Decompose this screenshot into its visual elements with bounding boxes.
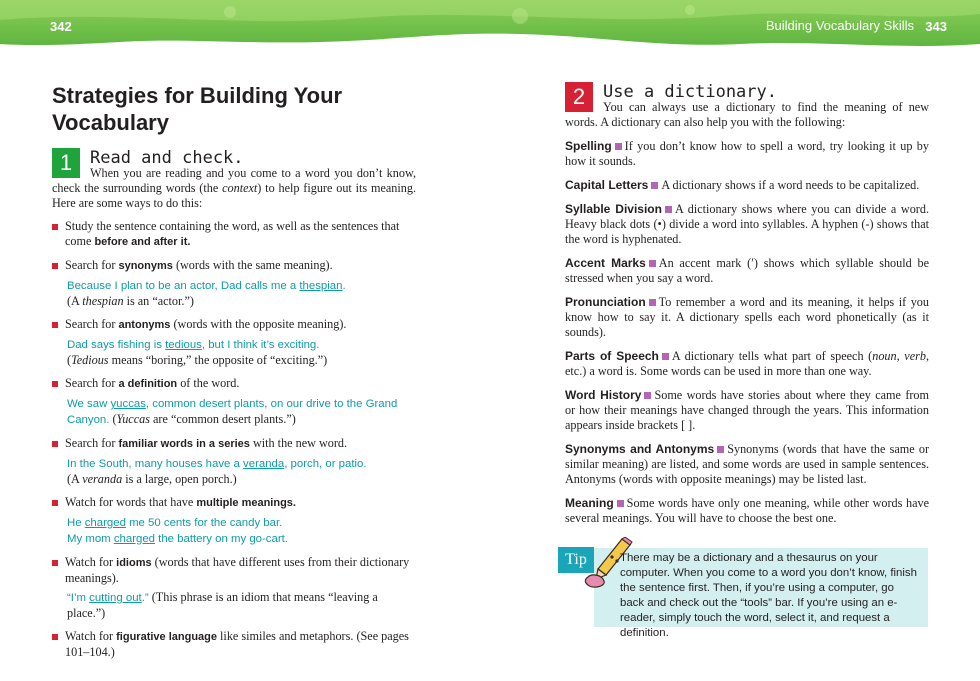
step-intro: When you are reading and you come to a word you don’t know, check the surrounding words (the context) to help figure out its meaning. Here are some ways to do this:	[52, 166, 416, 210]
step-number-badge: 2	[565, 82, 593, 112]
purple-square-icon	[662, 353, 669, 360]
dictionary-entry: Synonyms and Antonyms Synonyms (words that have the same or similar meaning) are listed, and some words are used in sample sentences. Antonyms (words with opposite meanings) may be listed last.	[565, 442, 929, 486]
strategy-item: Search for synonyms (words with the same meaning).	[52, 258, 416, 274]
right-page-number: 343	[925, 19, 947, 34]
bullet-square-icon	[52, 441, 58, 447]
strategy-item: Search for a definition of the word.	[52, 376, 416, 392]
right-page	[565, 82, 929, 526]
example-sentence: He charged me 50 cents for the candy bar. My mom charged the battery on my go-cart.	[67, 517, 288, 545]
bullet-square-icon	[52, 560, 58, 566]
bullet-square-icon	[52, 634, 58, 640]
example-sentence: We saw yuccas, common desert plants, on our drive to the Grand Canyon. (Yuccas are “common desert plants.”)	[67, 398, 398, 426]
bullet-square-icon	[52, 224, 58, 230]
step-intro: You can always use a dictionary to find the meaning of new words. A dictionary can also help you with the following:	[565, 100, 929, 129]
strategy-item: Search for familiar words in a series with the new word.	[52, 436, 416, 452]
purple-square-icon	[644, 392, 651, 399]
purple-square-icon	[651, 182, 658, 189]
running-head: Building Vocabulary Skills	[765, 18, 914, 33]
bullet-square-icon	[52, 381, 58, 387]
purple-square-icon	[665, 206, 672, 213]
tip-label: Tip	[558, 547, 594, 573]
bullet-square-icon	[52, 500, 58, 506]
dictionary-entry: Pronunciation To remember a word and its meaning, it helps if you know how to say it. A dictionary spells each word phonetically (as it sounds).	[565, 295, 929, 339]
strategy-item: Watch for figurative language like similes and metaphors. (See pages 101–104.)	[52, 629, 416, 660]
dictionary-entry: Syllable Division A dictionary shows where you can divide a word. Heavy black dots (•) divide a word into syllables. A hyphen (-) shows that the word is hyphenated.	[565, 202, 929, 246]
purple-square-icon	[649, 260, 656, 267]
step-title: Use a dictionary.	[603, 82, 777, 102]
dictionary-entry: Parts of Speech A dictionary tells what part of speech (noun, verb, etc.) a word is. Some words can be used in more than one way.	[565, 349, 929, 378]
page-title: Strategies for Building Your Vocabulary	[52, 83, 343, 135]
dictionary-entry: Word History Some words have stories about where they came from or how their meanings have changed through the years. This information appears inside brackets [ ].	[565, 388, 930, 432]
example-sentence: “I’m cutting out.” (This phrase is an idiom that means “leaving a place.”)	[67, 590, 378, 620]
dictionary-entry: Accent Marks An accent mark (′) shows which syllable should be stressed when you say a word.	[565, 256, 929, 285]
step-number-badge: 1	[52, 148, 80, 178]
strategy-item: Search for antonyms (words with the opposite meaning).	[52, 317, 416, 333]
tip-text: There may be a dictionary and a thesaurus on your computer. When you come to a word you don’t know, finish the sentence first. Then, if you’re using a computer, go back and check out the “tools” bar. If you’re using an e-reader, simply touch the word, select it, and request a definition.	[620, 552, 917, 639]
purple-square-icon	[649, 299, 656, 306]
step-title: Read and check.	[90, 148, 244, 168]
dictionary-entry: Spelling If you don’t know how to spell a word, try looking it up by how it sounds.	[565, 139, 929, 168]
dictionary-entry: Capital Letters A dictionary shows if a word needs to be capitalized.	[565, 178, 920, 192]
strategy-item: Watch for idioms (words that have different uses from their dictionary meanings).	[52, 555, 416, 586]
example-sentence: Because I plan to be an actor, Dad calls me a thespian. (A thespian is an “actor.”)	[67, 280, 346, 308]
strategy-item: Study the sentence containing the word, as well as the sentences that come before and after it.	[52, 219, 416, 250]
dictionary-entry: Meaning Some words have only one meaning, while other words have several meanings. You will have to choose the best one.	[565, 496, 929, 525]
left-page	[52, 82, 416, 660]
tip-callout	[558, 545, 930, 639]
example-sentence: In the South, many houses have a veranda, porch, or patio. (A veranda is a large, open porch.)	[67, 458, 367, 486]
purple-square-icon	[615, 143, 622, 150]
bullet-square-icon	[52, 322, 58, 328]
example-sentence: Dad says fishing is tedious, but I think it’s exciting. (Tedious means “boring,” the opposite of “exciting.”)	[67, 339, 328, 367]
strategy-item: Watch for words that have multiple meanings.	[52, 495, 416, 511]
purple-square-icon	[617, 500, 624, 507]
bullet-square-icon	[52, 263, 58, 269]
purple-square-icon	[717, 446, 724, 453]
left-page-number: 342	[50, 19, 72, 34]
